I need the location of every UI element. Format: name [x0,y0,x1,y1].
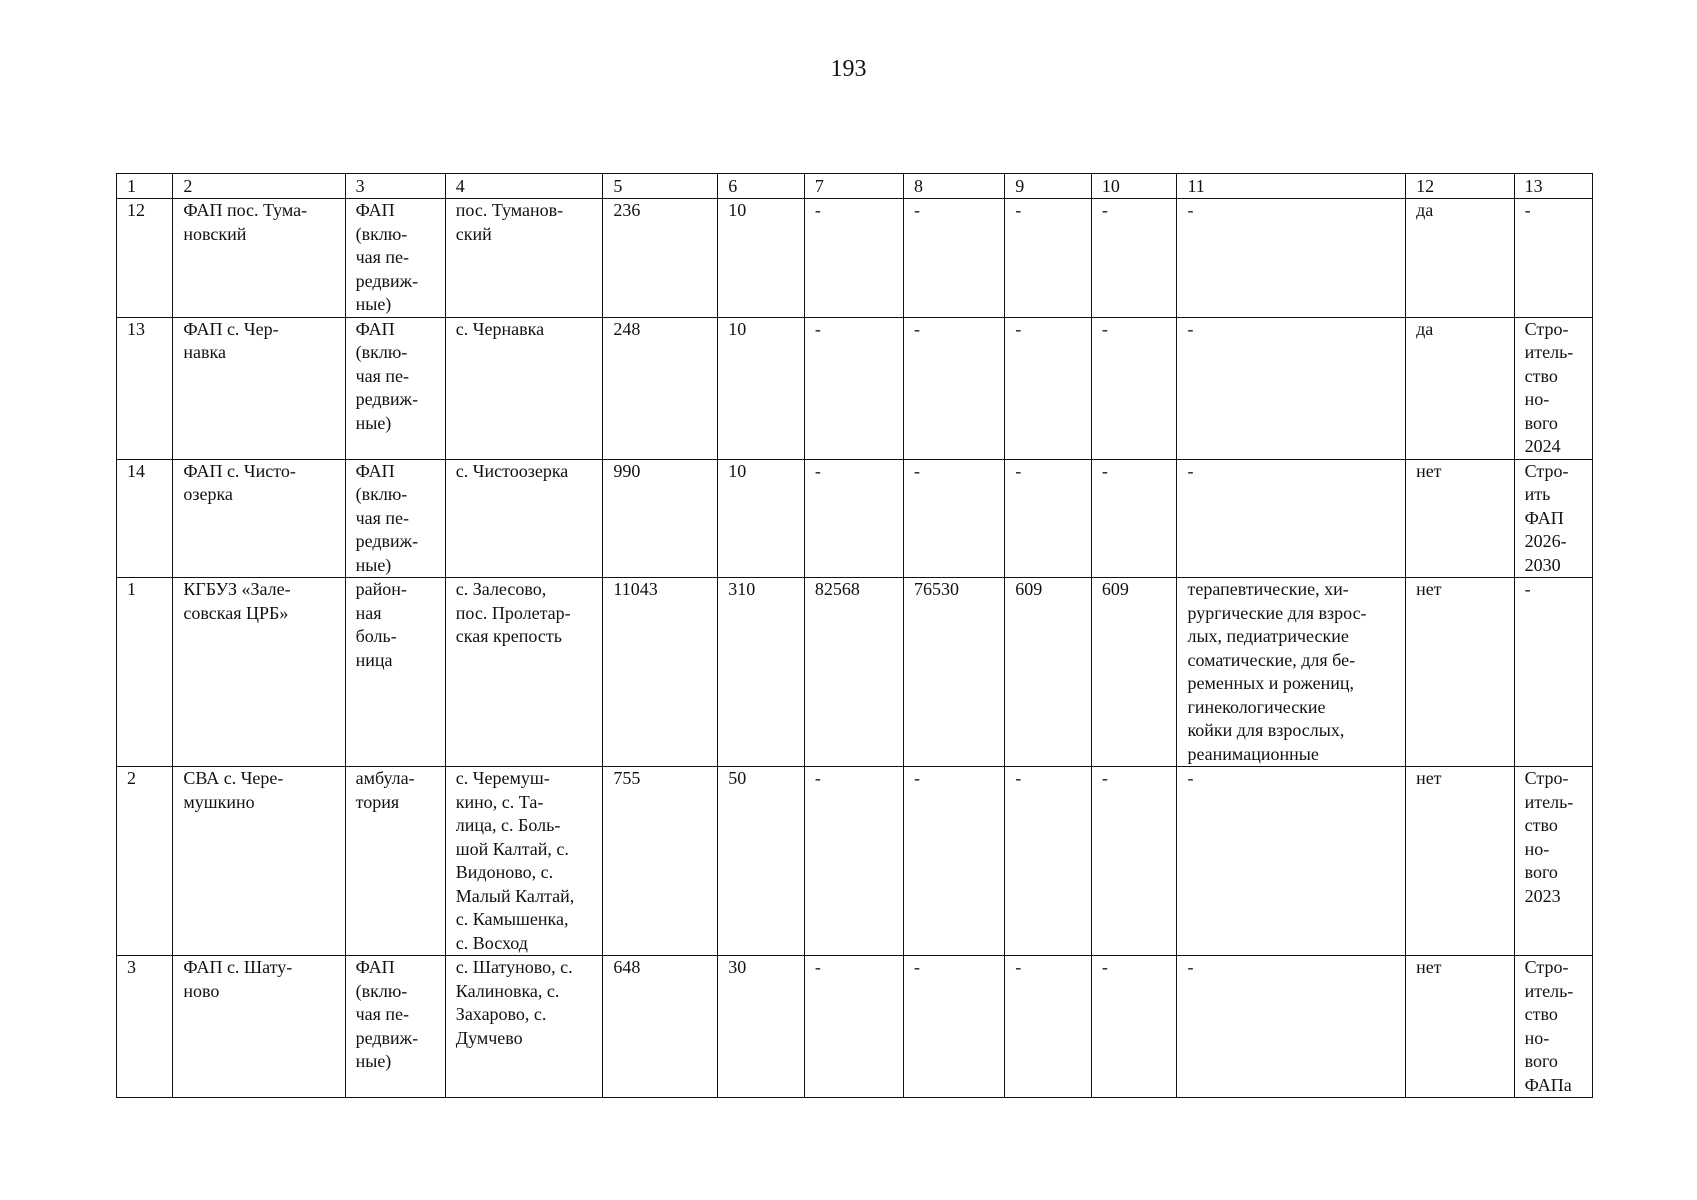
population-cell: 990 [603,459,718,578]
col-8-cell: - [904,767,1005,956]
header-cell-8: 8 [904,174,1005,199]
col-12-cell: нет [1406,956,1515,1098]
col-10-cell: - [1091,317,1177,459]
col-12-cell: нет [1406,767,1515,956]
col-7-cell: 82568 [804,578,903,767]
bed-profiles-cell: - [1177,199,1406,318]
header-cell-6: 6 [718,174,805,199]
facility-type-cell: амбула- тория [345,767,445,956]
bed-profiles-cell: - [1177,317,1406,459]
facility-type-cell: ФАП (вклю- чая пе- редвиж- ные) [345,459,445,578]
table-row [117,459,1593,578]
facility-type-cell: район- ная боль- ница [345,578,445,767]
settlements-cell: с. Черемуш- кино, с. Та- лица, с. Боль- шой Калтай, с. Видоново, с. Малый Калтай, с. Камышенка, с. Восход [445,767,603,956]
col-6-cell: 30 [718,956,805,1098]
col-10-cell: - [1091,956,1177,1098]
header-cell-11: 11 [1177,174,1406,199]
facility-name-cell: КГБУЗ «Зале- совская ЦРБ» [173,578,345,767]
header-cell-13: 13 [1514,174,1592,199]
table-header-row [117,174,1593,199]
col-10-cell: - [1091,459,1177,578]
col-8-cell: 76530 [904,578,1005,767]
col-13-cell: - [1514,578,1592,767]
col-9-cell: - [1005,317,1092,459]
col-12-cell: нет [1406,459,1515,578]
row-number-cell: 1 [117,578,173,767]
bed-profiles-cell: - [1177,956,1406,1098]
facility-name-cell: ФАП с. Чер- навка [173,317,345,459]
col-9-cell: 609 [1005,578,1092,767]
col-13-cell: Стро- итель- ство но- вого 2024 [1514,317,1592,459]
facility-type-cell: ФАП (вклю- чая пе- редвиж- ные) [345,199,445,318]
col-13-cell: Стро- итель- ство но- вого 2023 [1514,767,1592,956]
header-cell-4: 4 [445,174,603,199]
header-cell-12: 12 [1406,174,1515,199]
col-6-cell: 10 [718,459,805,578]
table-row [117,578,1593,767]
bed-profiles-cell: терапевтические, хи- рургические для взрос- лых, педиатрические соматические, для бе- ременных и рожениц, гинекологические койки для взрослых, реанимационные [1177,578,1406,767]
table-row [117,199,1593,318]
col-7-cell: - [804,317,903,459]
col-12-cell: нет [1406,578,1515,767]
col-6-cell: 310 [718,578,805,767]
header-cell-2: 2 [173,174,345,199]
header-cell-10: 10 [1091,174,1177,199]
col-7-cell: - [804,459,903,578]
col-6-cell: 50 [718,767,805,956]
population-cell: 248 [603,317,718,459]
settlements-cell: с. Чистоозерка [445,459,603,578]
facility-name-cell: ФАП с. Шату- ново [173,956,345,1098]
col-8-cell: - [904,956,1005,1098]
col-8-cell: - [904,317,1005,459]
header-cell-1: 1 [117,174,173,199]
col-9-cell: - [1005,459,1092,578]
col-9-cell: - [1005,767,1092,956]
bed-profiles-cell: - [1177,459,1406,578]
col-12-cell: да [1406,199,1515,318]
col-13-cell: Стро- ить ФАП 2026- 2030 [1514,459,1592,578]
col-7-cell: - [804,199,903,318]
col-10-cell: 609 [1091,578,1177,767]
population-cell: 755 [603,767,718,956]
header-cell-9: 9 [1005,174,1092,199]
page-number: 193 [830,56,867,82]
col-7-cell: - [804,767,903,956]
settlements-cell: с. Залесово, пос. Пролетар- ская крепость [445,578,603,767]
settlements-cell: с. Чернавка [445,317,603,459]
col-8-cell: - [904,199,1005,318]
row-number-cell: 13 [117,317,173,459]
col-9-cell: - [1005,199,1092,318]
header-cell-5: 5 [603,174,718,199]
settlements-cell: с. Шатуново, с. Калиновка, с. Захарово, с. Думчево [445,956,603,1098]
row-number-cell: 3 [117,956,173,1098]
col-13-cell: - [1514,199,1592,318]
table-row [117,767,1593,956]
row-number-cell: 2 [117,767,173,956]
facility-name-cell: СВА с. Чере- мушкино [173,767,345,956]
table-body [117,174,1593,1098]
bed-profiles-cell: - [1177,767,1406,956]
col-12-cell: да [1406,317,1515,459]
facility-type-cell: ФАП (вклю- чая пе- редвиж- ные) [345,317,445,459]
col-6-cell: 10 [718,199,805,318]
col-8-cell: - [904,459,1005,578]
population-cell: 648 [603,956,718,1098]
header-cell-7: 7 [804,174,903,199]
population-cell: 11043 [603,578,718,767]
col-6-cell: 10 [718,317,805,459]
col-10-cell: - [1091,767,1177,956]
col-13-cell: Стро- итель- ство но- вого ФАПа [1514,956,1592,1098]
header-cell-3: 3 [345,174,445,199]
col-10-cell: - [1091,199,1177,318]
facilities-table [116,173,1593,1098]
row-number-cell: 12 [117,199,173,318]
table-row [117,956,1593,1098]
facility-name-cell: ФАП с. Чисто- озерка [173,459,345,578]
col-9-cell: - [1005,956,1092,1098]
settlements-cell: пос. Туманов- ский [445,199,603,318]
table-row [117,317,1593,459]
row-number-cell: 14 [117,459,173,578]
col-7-cell: - [804,956,903,1098]
facility-name-cell: ФАП пос. Тума- новский [173,199,345,318]
population-cell: 236 [603,199,718,318]
facility-type-cell: ФАП (вклю- чая пе- редвиж- ные) [345,956,445,1098]
